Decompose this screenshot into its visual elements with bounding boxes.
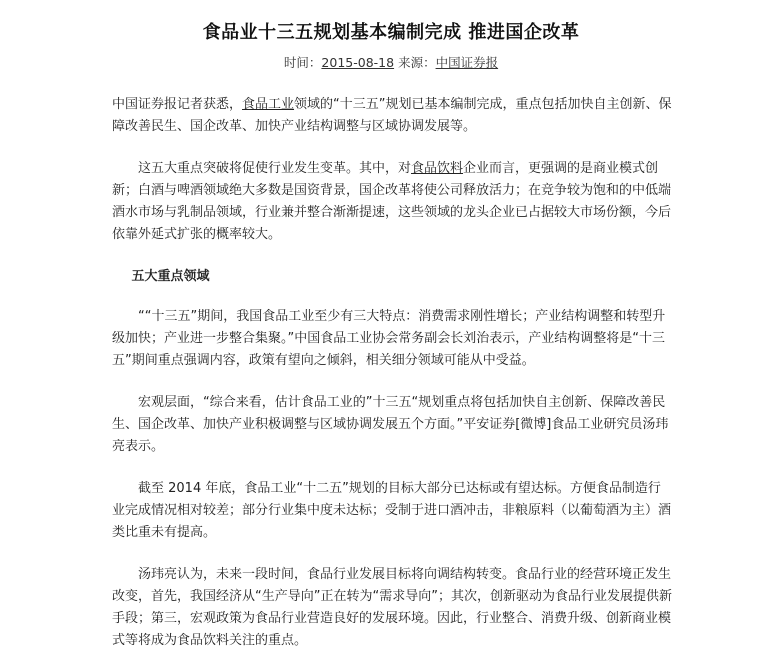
paragraph-2 [112,158,672,246]
paragraph-4: 宏观层面，“综合来看，估计食品工业的”十三五“规划重点将包括加快自主创新、保障改善民生、国企改革、加快产业积极调整与区域协调发展五个方面。”平安证券[微博]食品工业研究员汤玮亮表示。 [112,395,669,454]
article-meta [0,53,782,71]
paragraph-text: 中国证券报记者获悉， [112,97,243,112]
paragraph-5: 截至 2014 年底，食品工业“十二五”规划的目标大部分已达标或有望达标。方便食品制造行业完成情况相对较差；部分行业集中度未达标；受制于进口酒冲击，非粮原料（以葡萄酒为主）酒类比重未有提高。 [112,481,672,540]
date-link[interactable]: 2015-08-18 [321,55,395,70]
paragraph-text: 领域的“十三五”规划已基本编制完成，重点包括加快自主创新、保障改善民生、国企改革、加快产业结构调整与区域协调发展等。 [112,97,672,134]
source-link[interactable]: 中国证券报 [435,55,499,70]
paragraph-text: 企业而言，更强调的是商业模式创新；白酒与啤酒领域绝大多数是国资背景，国企改革将使公司释放活力；在竞争较为饱和的中低端酒水市场与乳制品领域，行业兼并整合渐渐提速，这些领域的龙头企业已占据较大市场份额，今后依靠外延式扩张的概率较大。 [112,161,672,242]
paragraph-6: 汤玮亮认为，未来一段时间，食品行业发展目标将向调结构转变。食品行业的经营环境正发生改变，首先，我国经济从“生产导向”正在转为“需求导向”；其次，创新驱动为食品行业发展提供新手段；第三，宏观政策为食品行业营造良好的发展环境。因此，行业整合、消费升级、创新商业模式等将成为食品饮料关注的重点。 [112,567,672,648]
keyword-link-food-beverage[interactable]: 食品饮料 [411,161,464,176]
article-body [112,94,672,672]
paragraph-1 [112,94,672,138]
page-title: 食品业十三五规划基本编制完成 推进国企改革 [202,22,580,43]
keyword-link-food-industry[interactable]: 食品工业 [242,97,295,112]
paragraph-3: ““十三五”期间，我国食品工业至少有三大特点：消费需求刚性增长；产业结构调整和转型升级加快；产业进一步整合集聚。”中国食品工业协会常务副会长刘治表示，产业结构调整将是“十三五”期间重点强调内容，政策有望向之倾斜，相关细分领域可能从中受益。 [112,309,666,368]
time-label: 时间： [283,55,322,70]
section-heading: 五大重点领域 [131,269,210,284]
source-label: 来源： [398,55,436,70]
paragraph-text: 这五大重点突破将促使行业发生变革。其中，对 [138,161,412,176]
